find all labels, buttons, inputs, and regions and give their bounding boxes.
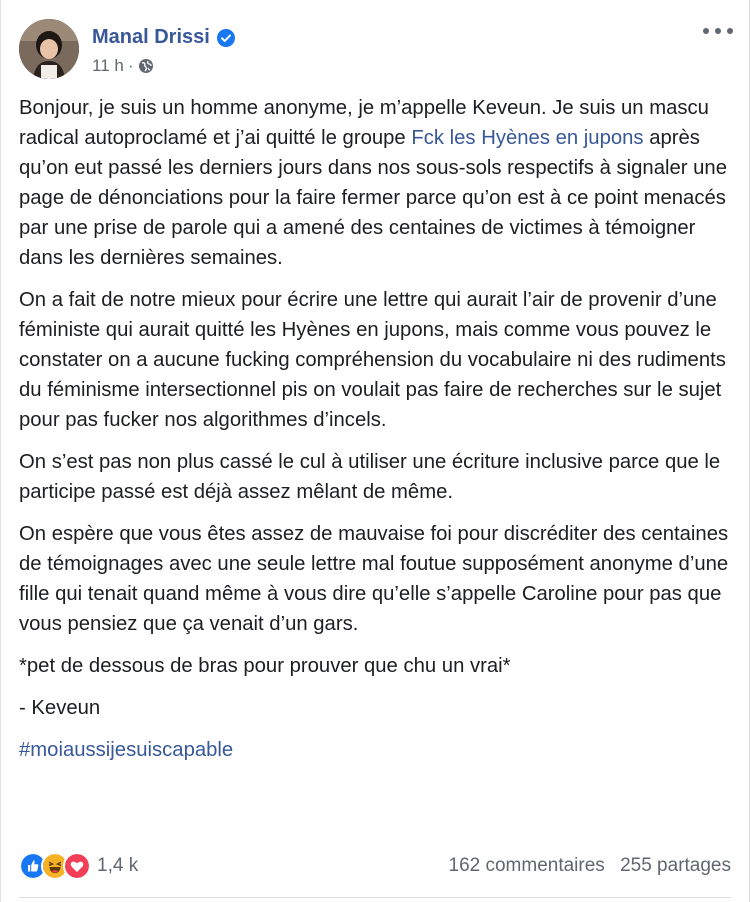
avatar[interactable]: [19, 19, 79, 79]
post-paragraph: - Keveun: [19, 697, 101, 719]
post-paragraph: *pet de dessous de bras pour prouver que chu un vrai*: [19, 655, 511, 677]
post-paragraph: On s’est pas non plus cassé le cul à utiliser une écriture inclusive parce que le participe passé est déjà assez mêlant de même.: [19, 451, 721, 503]
shares-count[interactable]: 255 partages: [620, 855, 731, 876]
post-paragraph: On espère que vous êtes assez de mauvaise foi pour discréditer des centaines de témoignages avec une seule lettre mal foutue supposément anonyme d’une fille qui tenait quand même à vous dire qu’elle s’appelle Caroline pour pas que vous pensiez que ça venait d’un gars.: [19, 523, 729, 635]
post-time[interactable]: 11 h: [92, 56, 124, 75]
hashtag-link[interactable]: #moiaussijesuiscapable: [19, 739, 234, 761]
post-paragraph: On a fait de notre mieux pour écrire une lettre qui aurait l’air de provenir d’une féministe qui aurait quitté les Hyènes en jupons, mais comme vous pouvez le constater on a aucune fucking compréhension du vocabulaire ni des rudiments du féminisme intersectionnel pis on voulait pas faire de recherches sur le sujet pour pas fucker nos algorithmes d’incels.: [19, 289, 726, 431]
post-meta: [92, 56, 154, 76]
comments-count[interactable]: 162 commentaires: [448, 855, 605, 876]
post-footer: [19, 849, 731, 883]
author-name[interactable]: Manal Drissi: [92, 26, 210, 48]
more-options-icon[interactable]: [703, 24, 733, 38]
reaction-count[interactable]: 1,4 k: [97, 855, 139, 876]
post-paragraph: Bonjour, je suis un homme anonyme, je m’appelle Keveun. Je suis un mascu radical autoproclamé et j’ai quitté le groupe Fck les Hyènes en jupons après qu’on eut passé les derniers jours dans nos sous-sols respectifs à signaler une page de dénonciations pour la faire fermer parce qu’on est à ce point menacés par une prise de parole qui a amené des centaines de victimes à témoigner dans les dernières semaines.: [19, 97, 727, 269]
globe-icon[interactable]: [138, 58, 154, 74]
group-link[interactable]: Fck les Hyènes en jupons: [411, 127, 644, 149]
reactions-summary[interactable]: [19, 852, 138, 880]
avatar-photo-icon: [19, 19, 79, 79]
verified-badge-icon: [216, 28, 236, 48]
meta-separator: ·: [127, 56, 134, 75]
hashtag-paragraph: [19, 735, 731, 765]
footer-divider: [19, 897, 731, 898]
post-content: [19, 93, 731, 777]
love-icon: [63, 852, 91, 880]
author-line: [92, 26, 236, 49]
post-header: [19, 16, 739, 82]
engagement-stats: [439, 855, 732, 877]
